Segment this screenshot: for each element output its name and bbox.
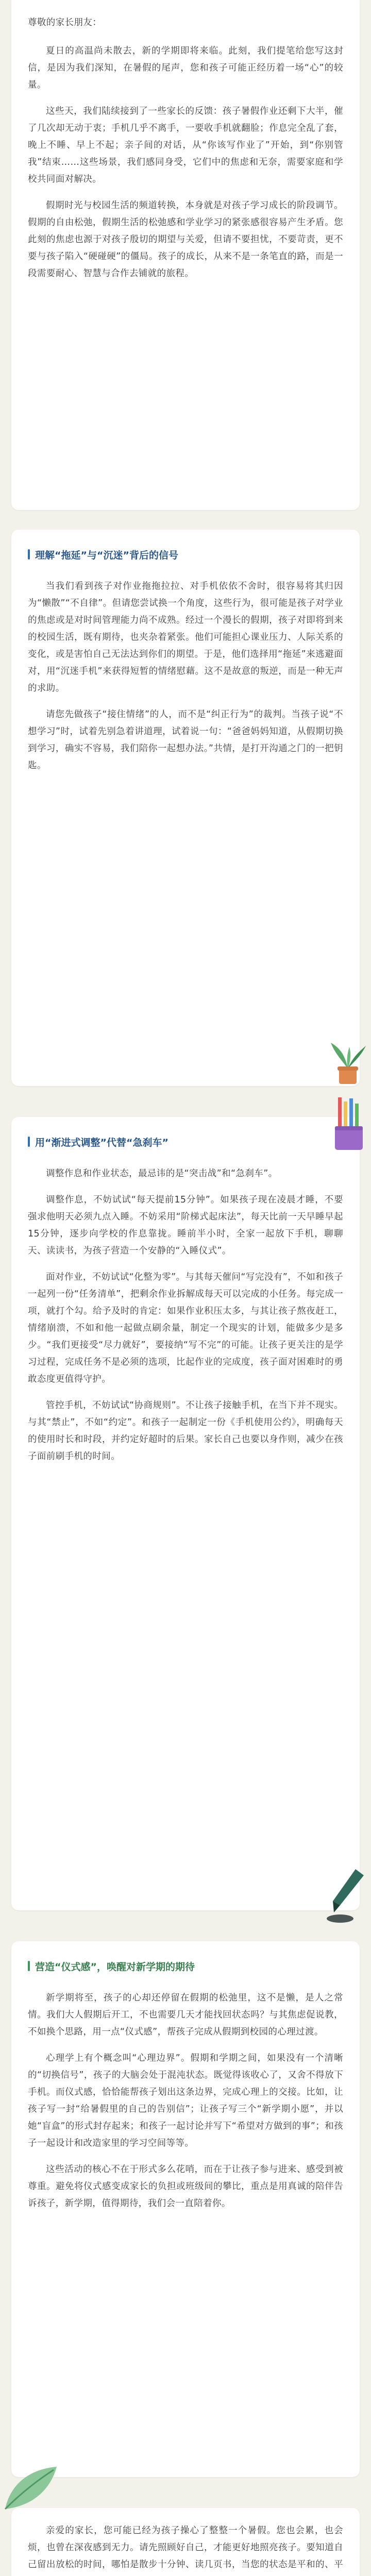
ink-pen-icon bbox=[319, 1865, 371, 1927]
closing-card bbox=[11, 2508, 360, 2576]
section3-paragraph-1: 新学期将至，孩子的心却还停留在假期的松弛里，这不是懒，是人之常情。我们大人假期后开工，不也需要几天才能找回状态吗？与其焦虑促说教，不如换个思路，用一点“仪式感”，帮孩子完成从假期到校园的心理过渡。 bbox=[28, 1993, 343, 2037]
outro-paragraph-1: 亲爱的家长，您可能已经为孩子操心了整整一个暑假。您也会累，也会烦，也曾在深夜感到无力。请先照顾好自己，才能更好地照亮孩子。要知道自己留出放松的时间，哪怕是散步十分钟、读几页书，当您的状态是平和的、平 bbox=[28, 2526, 343, 2570]
section2-paragraph-4: 管控手机，不妨试试“协商规则”。不让孩子接触手机，在当下并不现实。与其“禁止”，不如“约定”。和孩子一起制定一份《手机使用公约》，明确每天的使用时长和时段，并约定好超时的后果。家长自己也要以身作则，减少在孩子面前刷手机的时间。 bbox=[28, 1400, 343, 1462]
intro-paragraph-2: 这些天，我们陆续接到了一些家长的反馈：孩子暑假作业还剩下大半，催了几次却无动于衷；手机几乎不离手，一要收手机就翻脸；作息完全乱了套，晚上不睡、早上不起；亲子间的对话，从“你该写作业了”开始，到“你别管我”结束……这些场景，我们感同身受，它们中的焦虑和无奈，需要家庭和学校共同面对解决。 bbox=[28, 106, 343, 184]
section1-paragraph-2: 请您先做孩子“接住情绪”的人，而不是“纠正行为”的裁判。当孩子说“不想学习”时，试着先别急着讲道理，试着说一句：“爸爸妈妈知道，从假期切换到学习，确实不容易，我们陪你一起想办法。”共情，是打开沟通之门的一把钥匙。 bbox=[28, 709, 343, 771]
section-title-understanding bbox=[11, 544, 343, 565]
section-title-gradual bbox=[11, 1131, 343, 1152]
section-understanding-card bbox=[11, 530, 360, 1086]
section1-paragraph-1: 当我们看到孩子对作业拖拖拉拉、对手机依依不舍时，很容易将其归因为“懒散”“不自律”。但请您尝试换一个角度，这些行为，很可能是孩子对学业的焦虑或是对时间管理能力尚不成熟。经过一个漫长的假期，孩子对即将到来的校园生活，既有期待，也夹杂着紧张。他们可能担心课业压力、人际关系的变化，或是害怕自己无法达到你们的期望。于是，他们选择用“拖延”来逃避面对，用“沉迷手机”来获得短暂的情绪慰藉。这不是故意的叛逆，而是一种无声的求助。 bbox=[28, 581, 343, 693]
section-title-ritual bbox=[11, 1956, 343, 1976]
section-gradual-card bbox=[11, 1117, 360, 1910]
leaf-icon bbox=[0, 2463, 62, 2514]
section-title-text: 营造“仪式感”，唤醒对新学期的期待 bbox=[35, 1961, 195, 1973]
intro-paragraph-3: 假期时光与校园生活的频道转换，本身就是对孩子学习成长的阶段调节。假期的自由松弛，假期生活的松弛感和学业学习的紧张感很容易产生矛盾。您此刻的焦虑也源于对孩子殷切的期望与关爱，但请不要担忧，不要苛责，更不要与孩子陷入“硬碰硬”的僵局。孩子的成长，从来不是一条笔直的路，而是一段需要耐心、智慧与合作去铺就的旅程。 bbox=[28, 200, 343, 279]
section-ritual-card bbox=[11, 1941, 360, 2477]
section2-paragraph-3: 面对作业，不妨试试“化整为零”。与其每天催问“写完没有”，不如和孩子一起列一份“任务清单”，把剩余作业拆解成每天可以完成的小任务。每完成一项，就打个勾。给予及时的肯定：如果作业积压太多，与其让孩子熬夜赶工，情绪崩溃，不如和他一起做点刷余量，制定一个现实的计划，能做多少是多少。“我们更接受“尽力就好”，要接纳“写不完”的可能。让孩子更关注的是学习过程，完成任务不是必须的选项，比起作业的完成度，孩子面对困难时的勇敢态度更值得守护。 bbox=[28, 1272, 343, 1384]
title-accent-bar bbox=[28, 1137, 30, 1147]
title-accent-bar bbox=[28, 549, 30, 560]
intro-paragraph-1: 夏日的高温尚未散去，新的学期即将来临。此刻，我们提笔给您写这封信，是因为我们深知，在暑假的尾声，您和孩子可能正经历着一场“心”的较量。 bbox=[28, 46, 343, 90]
section-title-text: 理解“拖延”与“沉迷”背后的信号 bbox=[35, 549, 178, 561]
potted-plant-icon bbox=[325, 1038, 371, 1089]
section-title-text: 用“渐进式调整”代替“急刹车” bbox=[35, 1137, 168, 1148]
section2-paragraph-2: 调整作息，不妨试试“每天提前15分钟”。如果孩子现在凌晨才睡，不要强求他明天必须九点入睡。不妨采用“阶梯式起床法”，每天比前一天早睡早起15分钟，逐步向学校的作息靠拢。睡前半小时，全家一起放下手机，聊聊天、读读书，为孩子营造一个安静的“入睡仪式”。 bbox=[28, 1195, 343, 1256]
section2-paragraph-1: 调整作息和作业状态，最忌讳的是“突击战”和“急刹车”。 bbox=[46, 1168, 278, 1179]
title-accent-bar bbox=[28, 1961, 30, 1971]
section3-paragraph-3: 这些活动的核心不在于形式多么花哨，而在于让孩子参与进来、感受到被尊重。避免将仪式感变成家长的负担或班级间的攀比，重点是用真诚的陪伴告诉孩子，新学期，值得期待，我们会一直陪着你。 bbox=[28, 2164, 343, 2209]
pencil-cup-icon bbox=[331, 1096, 367, 1153]
section3-paragraph-2: 心理学上有个概念叫“心理边界”。假期和学期之间，如果没有一个清晰的“切换信号”，孩子的大脑会处于混沌状态。既觉得该收心了，又舍不得放下手机。而仪式感，恰恰能帮孩子划出这条边界，完成心理上的交接。比如，让孩子写一封“给暑假里的自己的告别信”；让孩子写三个“新学期小愿”，并以她“盲盒”的形式封存起来；和孩子一起讨论并写下“希望对方做到的事”；和孩子一起设计和改造家里的学习空间等等。 bbox=[28, 2053, 343, 2148]
intro-card bbox=[11, 0, 360, 510]
greeting-text: 尊敬的家长朋友： bbox=[28, 18, 102, 28]
